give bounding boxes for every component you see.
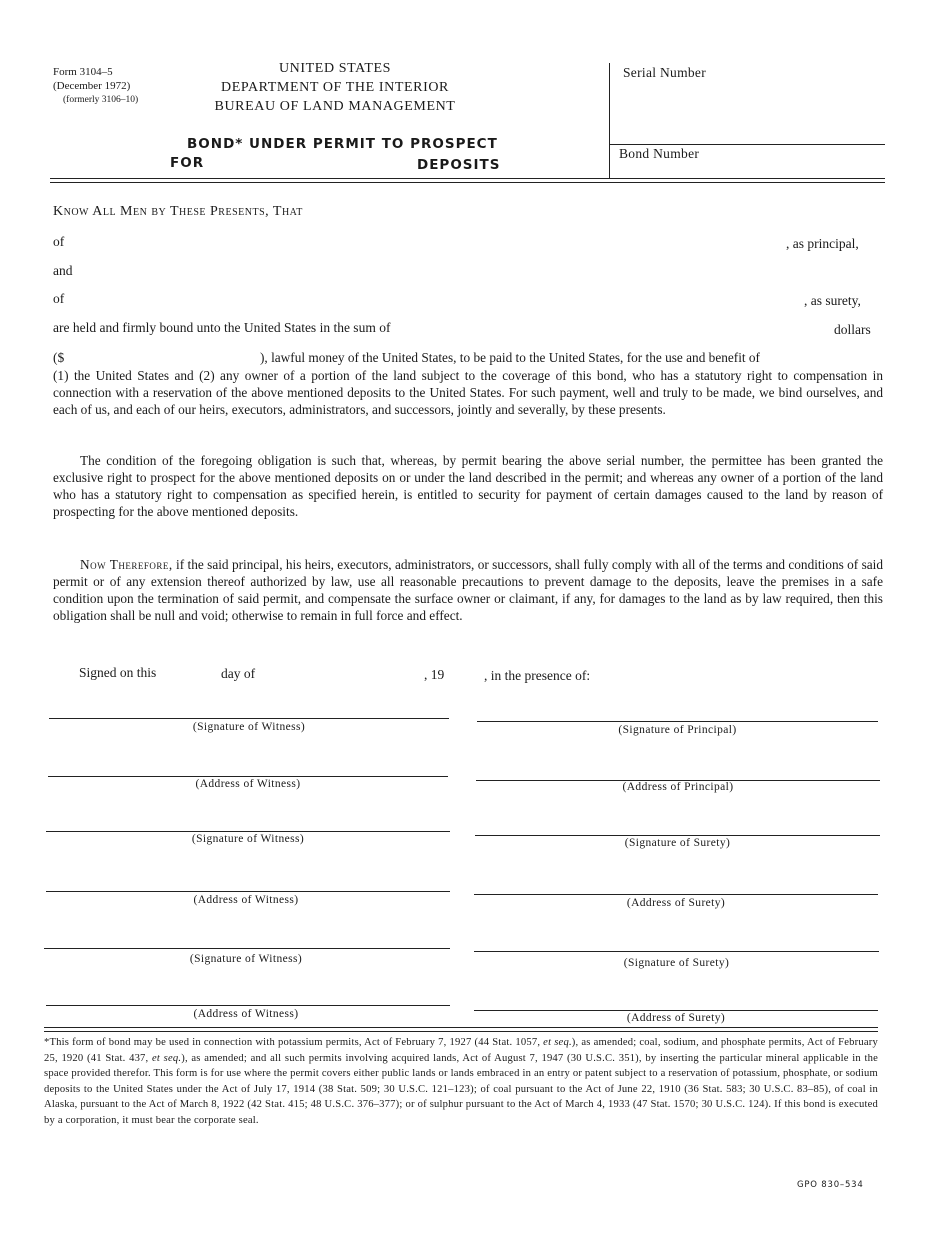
presence-label: , in the presence of: — [484, 668, 591, 683]
now-therefore-paragraph — [53, 556, 883, 624]
surety-address-line-2[interactable] — [474, 1010, 878, 1011]
title-deposits: DEPOSITS — [417, 157, 501, 173]
witness-signature-label-3: (Signature of Witness) — [189, 953, 303, 965]
footnote-rule-top — [44, 1027, 878, 1028]
surety-signature-line-1[interactable] — [475, 835, 880, 836]
lawful-money-text: ), lawful money of the United States, to be paid to the United States, for the use and benefit of — [260, 350, 760, 365]
footnote-et-seq-2: et seq. — [152, 1052, 182, 1064]
principal-signature-label: (Signature of Principal) — [618, 724, 737, 736]
bond-number-label: Bond Number — [619, 146, 700, 161]
surety-of-label: of — [53, 291, 65, 306]
form-number: Form 3104–5 — [53, 66, 113, 78]
witness-signature-label-1: (Signature of Witness) — [192, 721, 306, 733]
agency-block — [190, 59, 480, 116]
bond-box-top-line — [609, 144, 885, 145]
header-box-divider — [609, 63, 610, 179]
dollars-label: dollars — [834, 322, 871, 337]
witness-signature-line-3[interactable] — [44, 948, 450, 949]
witness-signature-line-1[interactable] — [49, 718, 449, 719]
title-line-1: BOND* UNDER PERMIT TO PROSPECT — [187, 136, 498, 152]
principal-signature-line[interactable] — [477, 721, 878, 722]
dollar-sign: ($ — [53, 350, 65, 365]
year-label: , 19 — [424, 667, 445, 682]
form-info — [53, 65, 183, 107]
agency-department: DEPARTMENT OF THE INTERIOR — [220, 80, 449, 95]
footnote-part-b: ), as amended; coal, sodium, and phosphate permits, Act of February 25, 1920 (41 Stat. 437, — [44, 1037, 878, 1064]
witness-signature-line-2[interactable] — [46, 831, 450, 832]
footnote-rule-bottom — [44, 1031, 878, 1032]
know-all-men: Know All Men by These Presents, That — [53, 204, 303, 219]
witness-signature-label-2: (Signature of Witness) — [191, 833, 305, 845]
agency-country: UNITED STATES — [278, 61, 392, 76]
footnote-et-seq-1: et seq. — [543, 1037, 572, 1048]
bond-paragraph-1: (1) the United States and (2) any owner of a portion of the land subject to the coverage of this bond, who has a statutory right to compensation in connection with a reservation of the above mentioned deposits to the United States. For such payment, well and truly to be made, we bind ourselves, and each of us, and each of our heirs, executors, administrators, and successors, jointly and severally, by these presents. — [53, 368, 883, 417]
witness-address-line-3[interactable] — [46, 1005, 450, 1006]
form-date: (December 1972) — [53, 80, 131, 92]
agency-bureau: BUREAU OF LAND MANAGEMENT — [214, 99, 456, 114]
as-surety: , as surety, — [804, 293, 861, 308]
title-for: FOR — [170, 155, 205, 171]
witness-address-line-2[interactable] — [46, 891, 450, 892]
now-therefore-lead: Now Therefore, — [80, 557, 173, 572]
witness-address-line-1[interactable] — [48, 776, 448, 777]
witness-address-label-1: (Address of Witness) — [195, 778, 301, 790]
and-label: and — [53, 263, 73, 278]
surety-address-line-1[interactable] — [474, 894, 878, 895]
surety-signature-label-2: (Signature of Surety) — [623, 957, 730, 969]
gpo-code: GPO 830–534 — [797, 1180, 864, 1190]
header-rule-bottom — [50, 182, 885, 183]
principal-of-label: of — [53, 234, 65, 249]
surety-signature-line-2[interactable] — [474, 951, 879, 952]
condition-paragraph — [53, 452, 883, 520]
surety-signature-label-1: (Signature of Surety) — [624, 837, 731, 849]
footnote-part-a: *This form of bond may be used in connection with potassium permits, Act of February 7, 1927 (44 Stat. 1057, — [44, 1037, 544, 1048]
witness-address-label-2: (Address of Witness) — [193, 894, 299, 906]
header-rule-top — [50, 178, 885, 179]
serial-number-label: Serial Number — [623, 65, 707, 80]
surety-address-label-2: (Address of Surety) — [626, 1012, 726, 1024]
now-therefore-text: if the said principal, his heirs, executors, administrators, or successors, shall fully comply with all of the terms and conditions of said permit or of any extension thereof authorized by law, use all reasonable precautions to prevent damage to the deposits, leave the premises in a safe condition upon the termination of said permit, and compensate the surface owner or claimant, if any, for damages to the land as by law required, then this obligation shall be null and void; otherwise to remain in full force and effect. — [53, 557, 884, 623]
as-principal: , as principal, — [786, 236, 859, 251]
formerly-form: (formerly 3106–10) — [63, 95, 139, 105]
footnote — [44, 1035, 878, 1128]
signed-on-label: Signed on this — [79, 665, 157, 680]
held-bound-text: are held and firmly bound unto the United States in the sum of — [53, 320, 391, 335]
condition-text: The condition of the foregoing obligation is such that, whereas, by permit bearing the above serial number, the permittee has been granted the exclusive right to prospect for the above mentioned deposits on or under the land described in the permit; and whereas any owner of a portion of the land who has a statutory right to compensation as specified herein, is entitled to security for payment of certain damages caused to the land by reason of prospecting for the above mentioned deposits. — [53, 453, 883, 519]
day-of-label: day of — [221, 666, 256, 681]
surety-address-label-1: (Address of Surety) — [626, 897, 726, 909]
principal-address-label: (Address of Principal) — [622, 781, 734, 793]
witness-address-label-3: (Address of Witness) — [193, 1008, 299, 1020]
form-title — [187, 136, 507, 152]
footnote-part-c: ), as amended; and all such permits involving acquired lands, Act of August 7, 1947 (30 U.S.C. 351), by inserting the particular mineral applicable in the space provided therefor. This form is for use where the permit covers either public lands or lands embraced in an entry or patent subject to a reservation of potassium, phosphate, or sodium deposits to the United States under the Act of July 17, 1914 (38 Stat. 509; 30 U.S.C. 121–123); of coal pursuant to the Act of June 22, 1910 (36 Stat. 583; 30 U.S.C. 83–85), of coal in Alaska, pursuant to the Act of March 8, 1922 (42 Stat. 415; 48 U.S.C. 376–377); or of sulphur pursuant to the Act of March 4, 1933 (47 Stat. 1570; 30 U.S.C. 124). If this bond is executed by a corporation, it must bear the corporate seal. — [44, 1052, 878, 1126]
